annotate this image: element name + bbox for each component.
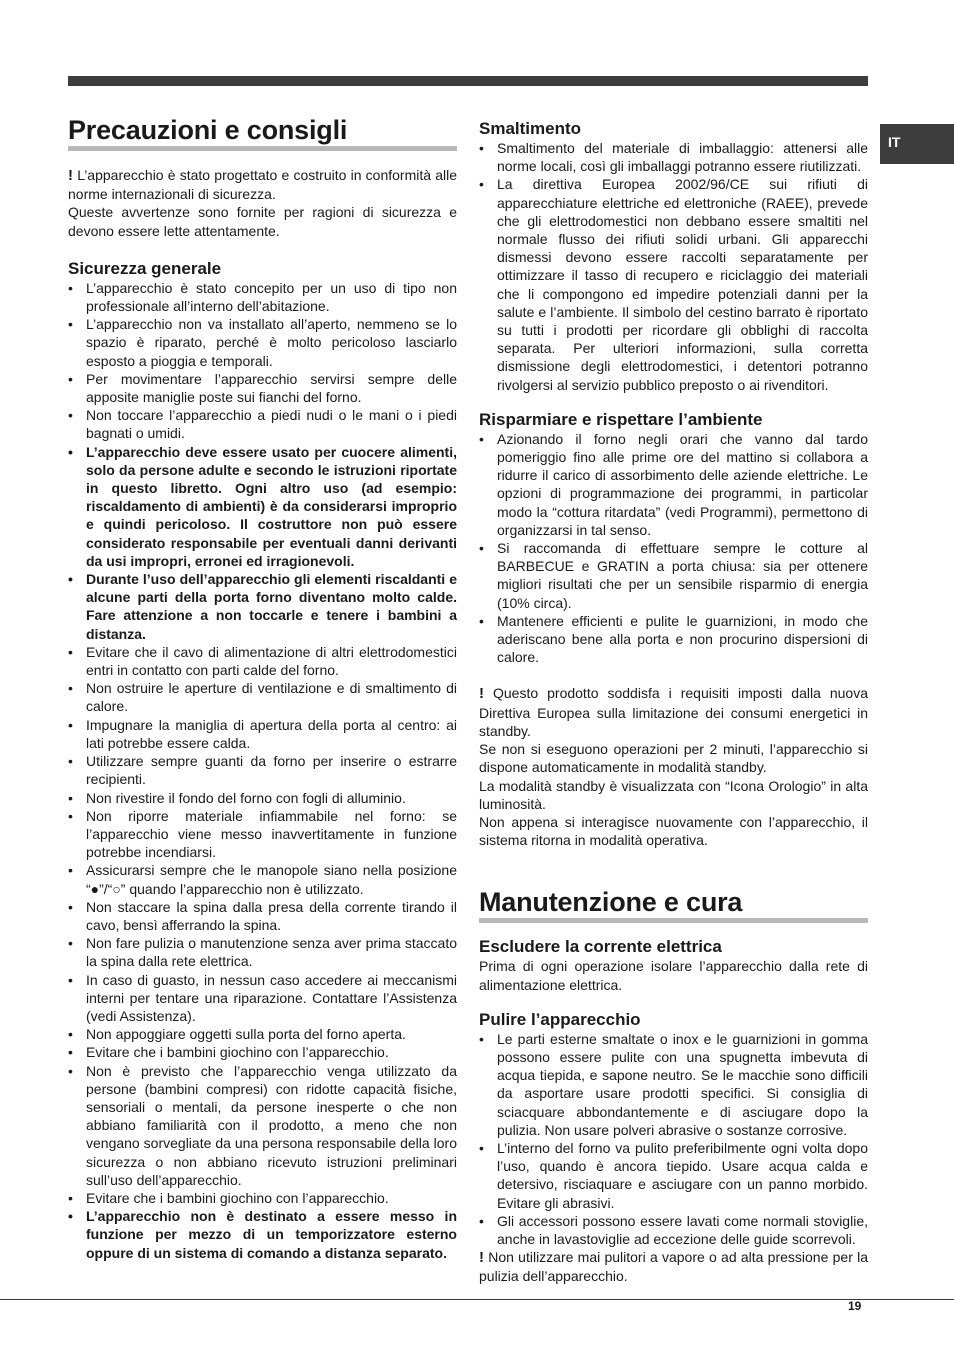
page-title: Precauzioni e consigli — [68, 115, 457, 151]
list-item: • Evitare che i bambini giochino con l’apparecchio. — [68, 1189, 457, 1207]
safety-list — [68, 279, 457, 1262]
list-item: • Evitare che i bambini giochino con l’apparecchio. — [68, 1043, 457, 1061]
saving-list — [479, 430, 868, 667]
list-item: • Smaltimento del materiale di imballaggio: attenersi alle norme locali, così gli imballaggi potranno essere riutilizzati. — [479, 139, 868, 175]
standby-paragraph: La modalità standby è visualizzata con “Icona Orologio” in alta luminosità. — [479, 777, 868, 812]
list-item: • In caso di guasto, in nessun caso accedere ai meccanismi interni per tentare una riparazione. Contattare l’Assistenza (vedi Assistenza). — [68, 971, 457, 1026]
list-item: • La direttiva Europea 2002/96/CE sui rifiuti di apparecchiature elettriche ed elettroniche (RAEE), prevede che gli elettrodomestici non debbano essere smaltiti nel normale flusso dei rifiuti solidi urbani. Gli apparecchi dismessi devono essere raccolti separatamente per ottimizzare il tasso di recupero e riciclaggio dei materiali che li compongono ed impedire potenziali danni per la salute e l’ambiente. Il simbolo del cestino barrato è riportato su tutti i prodotti per ricordare gli obblighi di raccolta separata. Per ulteriori informazioni, sulla corretta dismissione degli elettrodomestici, i detentori potranno rivolgersi al servizio pubblico preposto o ai rivenditori. — [479, 175, 868, 393]
clean-note: ! Non utilizzare mai pulitori a vapore o ad alta pressione per la pulizia dell’apparecchio. — [479, 1249, 868, 1285]
list-item: • L’apparecchio è stato concepito per un uso di tipo non professionale all’interno dell’abitazione. — [68, 279, 457, 315]
exclamation-icon: ! — [479, 1249, 484, 1267]
section-heading-clean: Pulire l’apparecchio — [479, 1009, 641, 1029]
list-item: • Utilizzare sempre guanti da forno per inserire o estrarre recipienti. — [68, 752, 457, 788]
list-item: • Gli accessori possono essere lavati come normali stoviglie, anche in lavastoviglie ad eccezione delle guide scorrevoli. — [479, 1212, 868, 1248]
list-item: • L’interno del forno va pulito preferibilmente ogni volta dopo l’uso, quando è ancora tiepido. Usare acqua calda e detersivo, risciaquare e asciugare con un panno morbido. Evitare gli abrasivi. — [479, 1139, 868, 1212]
list-item: • Non fare pulizia o manutenzione senza aver prima staccato la spina dalla rete elettrica. — [68, 934, 457, 970]
list-item: • Azionando il forno negli orari che vanno dal tardo pomeriggio fino alle prime ore del mattino si collabora a ridurre il carico di assorbimento delle aziende elettriche. Le opzioni di programmazione dei programmi, in particolar modo la “cottura ritardata” (vedi Programmi), permettono di organizzarsi in tal senso. — [479, 430, 868, 539]
list-item: • Impugnare la maniglia di apertura della porta al centro: ai lati potrebbe essere calda. — [68, 716, 457, 752]
section-heading-power: Escludere la corrente elettrica — [479, 937, 722, 957]
list-item: • Si raccomanda di effettuare sempre le cotture al BARBECUE e GRATIN a porta chiusa: sia per ottenere migliori risultati che per un sensibile risparmio di energia (10% circa). — [479, 539, 868, 612]
list-item: • Mantenere efficienti e pulite le guarnizioni, in modo che aderiscano bene alla porta e non procurino dispersioni di calore. — [479, 612, 868, 667]
list-item: • Non appoggiare oggetti sulla porta del forno aperta. — [68, 1025, 457, 1043]
footer-rule — [0, 1299, 954, 1300]
standby-note — [479, 684, 868, 849]
page-number: 19 — [848, 1299, 862, 1313]
standby-paragraph: Non appena si interagisce nuovamente con l’apparecchio, il sistema ritorna in modalità operativa. — [479, 813, 868, 849]
standby-paragraph: ! Questo prodotto soddisfa i requisiti imposti dalla nuova Direttiva Europea sulla limitazione dei consumi energetici in standby. — [479, 685, 868, 739]
right-column — [479, 115, 868, 1286]
section-heading-safety: Sicurezza generale — [68, 258, 222, 278]
list-item: • Le parti esterne smaltate o inox e le guarnizioni in gomma possono essere pulite con una spugnetta imbevuta di acqua tiepida, e sapone neutro. Se le macchie sono difficili da asportare usare prodotti specifici. Si consiglia di sciacquare abbondantemente e di asciugare dopo la pulizia. Non usare polveri abrasive o sostanze corrosive. — [479, 1030, 868, 1139]
intro-block — [68, 166, 457, 240]
list-item: • Non è previsto che l’apparecchio venga utilizzato da persone (bambini compresi) con ridotte capacità fisiche, sensoriali o mentali, da persone inesperte o che non abbiano familiarità con il prodotto, a meno che non vengano sorvegliate da una persona responsabile della loro sicurezza o non abbiano ricevuto istruzioni preliminari sull’uso dell’apparecchio. — [68, 1062, 457, 1189]
top-rule — [68, 76, 868, 86]
list-item: • Per movimentare l’apparecchio servirsi sempre delle apposite maniglie poste sui fianchi del forno. — [68, 370, 457, 406]
standby-paragraph: Se non si eseguono operazioni per 2 minuti, l’apparecchio si dispone automaticamente in modalità standby. — [479, 741, 868, 776]
list-item: • Evitare che il cavo di alimentazione di altri elettrodomestici entri in contatto con parti calde del forno. — [68, 643, 457, 679]
section-heading-saving: Risparmiare e rispettare l’ambiente — [479, 409, 763, 429]
exclamation-icon: ! — [68, 167, 73, 184]
list-item: • Assicurarsi sempre che le manopole siano nella posizione “●”/“○” quando l’apparecchio non è utilizzato. — [68, 861, 457, 897]
power-text: Prima di ogni operazione isolare l’apparecchio dalla rete di alimentazione elettrica. — [479, 958, 868, 993]
list-item: • Non toccare l’apparecchio a piedi nudi o le mani o i piedi bagnati o umidi. — [68, 406, 457, 442]
clean-list — [479, 1030, 868, 1248]
list-item: • L’apparecchio non è destinato a essere messo in funzione per mezzo di un temporizzatore esterno oppure di un sistema di comando a distanza separato. — [68, 1207, 457, 1262]
intro-warning: ! L’apparecchio è stato progettato e costruito in conformità alle norme internazionali di sicurezza. — [68, 167, 457, 203]
list-item: • Non ostruire le aperture di ventilazione e di smaltimento di calore. — [68, 679, 457, 715]
list-item: • Non staccare la spina dalla presa della corrente tirando il cavo, bensì afferrando la spina. — [68, 898, 457, 934]
section-heading-disposal: Smaltimento — [479, 119, 582, 138]
exclamation-icon: ! — [479, 685, 484, 703]
list-item: • Durante l’uso dell’apparecchio gli elementi riscaldanti e alcune parti della porta forno diventano molto calde. Fare attenzione a non toccarle e tenere i bambini a distanza. — [68, 570, 457, 643]
disposal-list — [479, 139, 868, 394]
list-item: • Non riporre materiale infiammabile nel forno: se l’apparecchio viene messo inavvertitamente in funzione potrebbe incendiarsi. — [68, 807, 457, 862]
language-tab: IT — [880, 124, 954, 164]
intro-text: Queste avvertenze sono fornite per ragioni di sicurezza e devono essere lette attentamente. — [68, 204, 457, 239]
maintenance-title: Manutenzione e cura — [479, 887, 868, 923]
list-item: • L’apparecchio non va installato all’aperto, nemmeno se lo spazio è riparato, perché è molto pericoloso lasciarlo esposto a pioggia e temporali. — [68, 315, 457, 370]
left-column — [68, 115, 457, 1262]
list-item: • L’apparecchio deve essere usato per cuocere alimenti, solo da persone adulte e secondo le istruzioni riportate in questo libretto. Ogni altro uso (ad esempio: riscaldamento di ambienti) è da considerarsi improprio e quindi pericoloso. Il costruttore non può essere considerato responsabile per eventuali danni derivanti da usi impropri, erronei ed irragionevoli. — [68, 443, 457, 570]
list-item: • Non rivestire il fondo del forno con fogli di alluminio. — [68, 789, 457, 807]
